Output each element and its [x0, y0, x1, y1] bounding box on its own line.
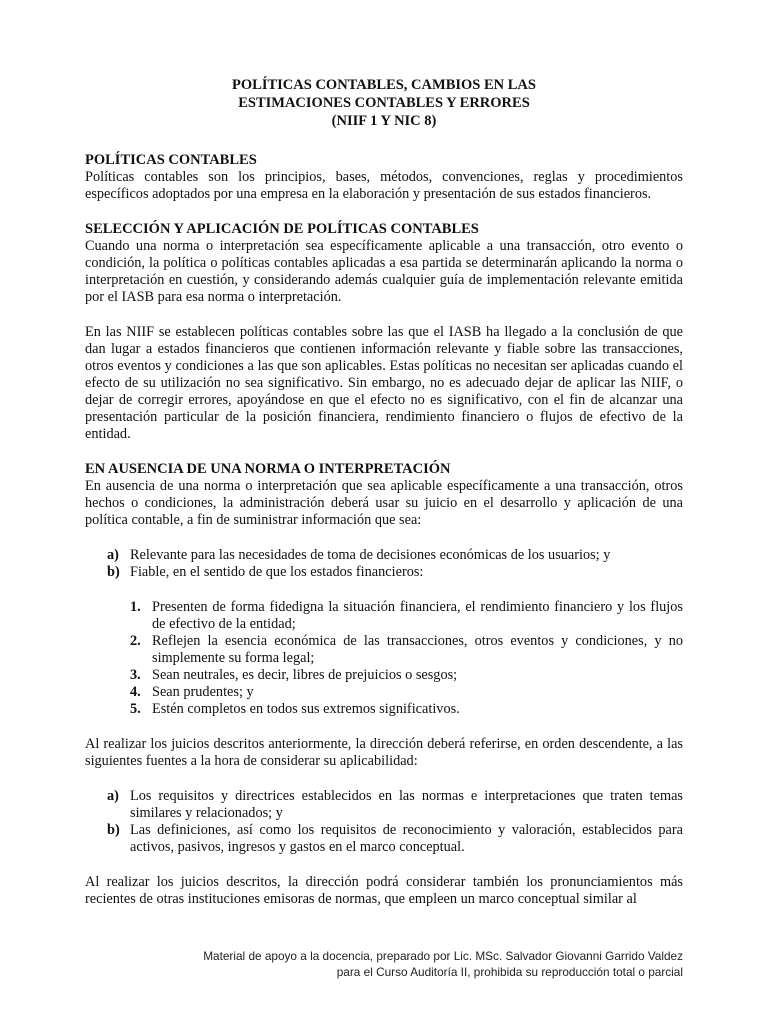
- paragraph: En las NIIF se establecen políticas contables sobre las que el IASB ha llegado a la conclusión de que dan lugar a estados financieros que contienen información relevante y fiable sobre las transacciones, otros eventos y condiciones a las que son aplicables. Estas políticas no necesitan ser aplicadas cuando el efecto de su utilización no sea significativo. Sin embargo, no es adecuado dejar de aplicar las NIIF, o dejar de corregir errores, apoyándose en que el efecto no es significativo, con el fin de alcanzar una presentación particular de la posición financiera, rendimiento financiero o flujos de efectivo de la entidad.: [85, 324, 683, 442]
- list-item-text: Sean neutrales, es decir, libres de prejuicios o sesgos;: [152, 667, 458, 683]
- list-item-text: Presenten de forma fidedigna la situación financiera, el rendimiento financiero y los flujos de efectivo de la entidad;: [152, 599, 683, 632]
- paragraph: Al realizar los juicios descritos, la dirección podrá considerar también los pronunciamientos más recientes de otras instituciones emisoras de normas, que empleen un marco conceptual similar al: [85, 874, 683, 907]
- list-item: [85, 633, 683, 667]
- list-item: [85, 684, 683, 701]
- list-item: [85, 788, 683, 822]
- fiable-conditions-list: [85, 599, 683, 718]
- list-marker: a): [107, 547, 119, 563]
- footer-line-2: para el Curso Auditoría II, prohibida su reproducción total o parcial: [336, 965, 683, 979]
- criteria-list: [85, 547, 683, 581]
- list-marker: 4.: [130, 684, 141, 700]
- title-line-2: ESTIMACIONES CONTABLES Y ERRORES: [238, 95, 530, 111]
- list-item-text: Las definiciones, así como los requisitos de reconocimiento y valoración, establecidos para activos, pasivos, ingresos y gastos en el marco conceptual.: [130, 822, 683, 855]
- paragraph: En ausencia de una norma o interpretación que sea aplicable específicamente a una transacción, otros hechos o condiciones, la administración deberá usar su juicio en el desarrollo y aplicación de una política contable, a fin de suministrar información que sea:: [85, 478, 683, 528]
- list-item-text: Relevante para las necesidades de toma de decisiones económicas de los usuarios; y: [130, 547, 611, 563]
- list-item: [85, 667, 683, 684]
- list-marker: 5.: [130, 701, 141, 717]
- document-title: [85, 76, 683, 130]
- list-marker: 1.: [130, 599, 141, 615]
- section-en-ausencia: [85, 461, 683, 529]
- list-marker: 2.: [130, 633, 141, 649]
- section-heading: SELECCIÓN Y APLICACIÓN DE POLÍTICAS CONTABLES: [85, 221, 479, 237]
- list-item-text: Fiable, en el sentido de que los estados financieros:: [130, 564, 424, 580]
- list-item: [85, 599, 683, 633]
- sources-list: [85, 788, 683, 856]
- list-marker: a): [107, 788, 119, 804]
- list-marker: b): [107, 822, 120, 838]
- page-footer: [203, 948, 683, 980]
- paragraph: Políticas contables son los principios, bases, métodos, convenciones, reglas y procedimientos específicos adoptados por una empresa en la elaboración y presentación de sus estados financieros.: [85, 169, 683, 202]
- list-item: [85, 822, 683, 856]
- paragraph: Cuando una norma o interpretación sea específicamente aplicable a una transacción, otro evento o condición, la política o políticas contables aplicadas a esa partida se determinarán aplicando la norma o interpretación en cuestión, y considerando además cualquier guía de implementación relevante emitida por el IASB para esa norma o interpretación.: [85, 238, 683, 305]
- paragraph: Al realizar los juicios descritos anteriormente, la dirección deberá referirse, en orden descendente, a las siguientes fuentes a la hora de considerar su aplicabilidad:: [85, 736, 683, 769]
- list-item-text: Sean prudentes; y: [152, 684, 254, 700]
- section-heading: POLÍTICAS CONTABLES: [85, 152, 257, 168]
- list-marker: 3.: [130, 667, 141, 683]
- list-item-text: Reflejen la esencia económica de las transacciones, otros eventos y condiciones, y no simplemente su forma legal;: [152, 633, 683, 666]
- section-politicas-contables: [85, 152, 683, 203]
- list-item: [85, 564, 683, 581]
- section-heading: EN AUSENCIA DE UNA NORMA O INTERPRETACIÓN: [85, 461, 451, 477]
- list-item: [85, 701, 683, 718]
- list-item-text: Estén completos en todos sus extremos significativos.: [152, 701, 460, 717]
- list-marker: b): [107, 564, 120, 580]
- footer-line-1: Material de apoyo a la docencia, preparado por Lic. MSc. Salvador Giovanni Garrido Valdez: [203, 949, 683, 963]
- list-item-text: Los requisitos y directrices establecidos en las normas e interpretaciones que traten temas similares y relacionados; y: [130, 788, 683, 821]
- list-item: [85, 547, 683, 564]
- title-line-1: POLÍTICAS CONTABLES, CAMBIOS EN LAS: [232, 77, 536, 93]
- section-seleccion-aplicacion: [85, 221, 683, 306]
- title-line-3: (NIIF 1 Y NIC 8): [331, 113, 437, 129]
